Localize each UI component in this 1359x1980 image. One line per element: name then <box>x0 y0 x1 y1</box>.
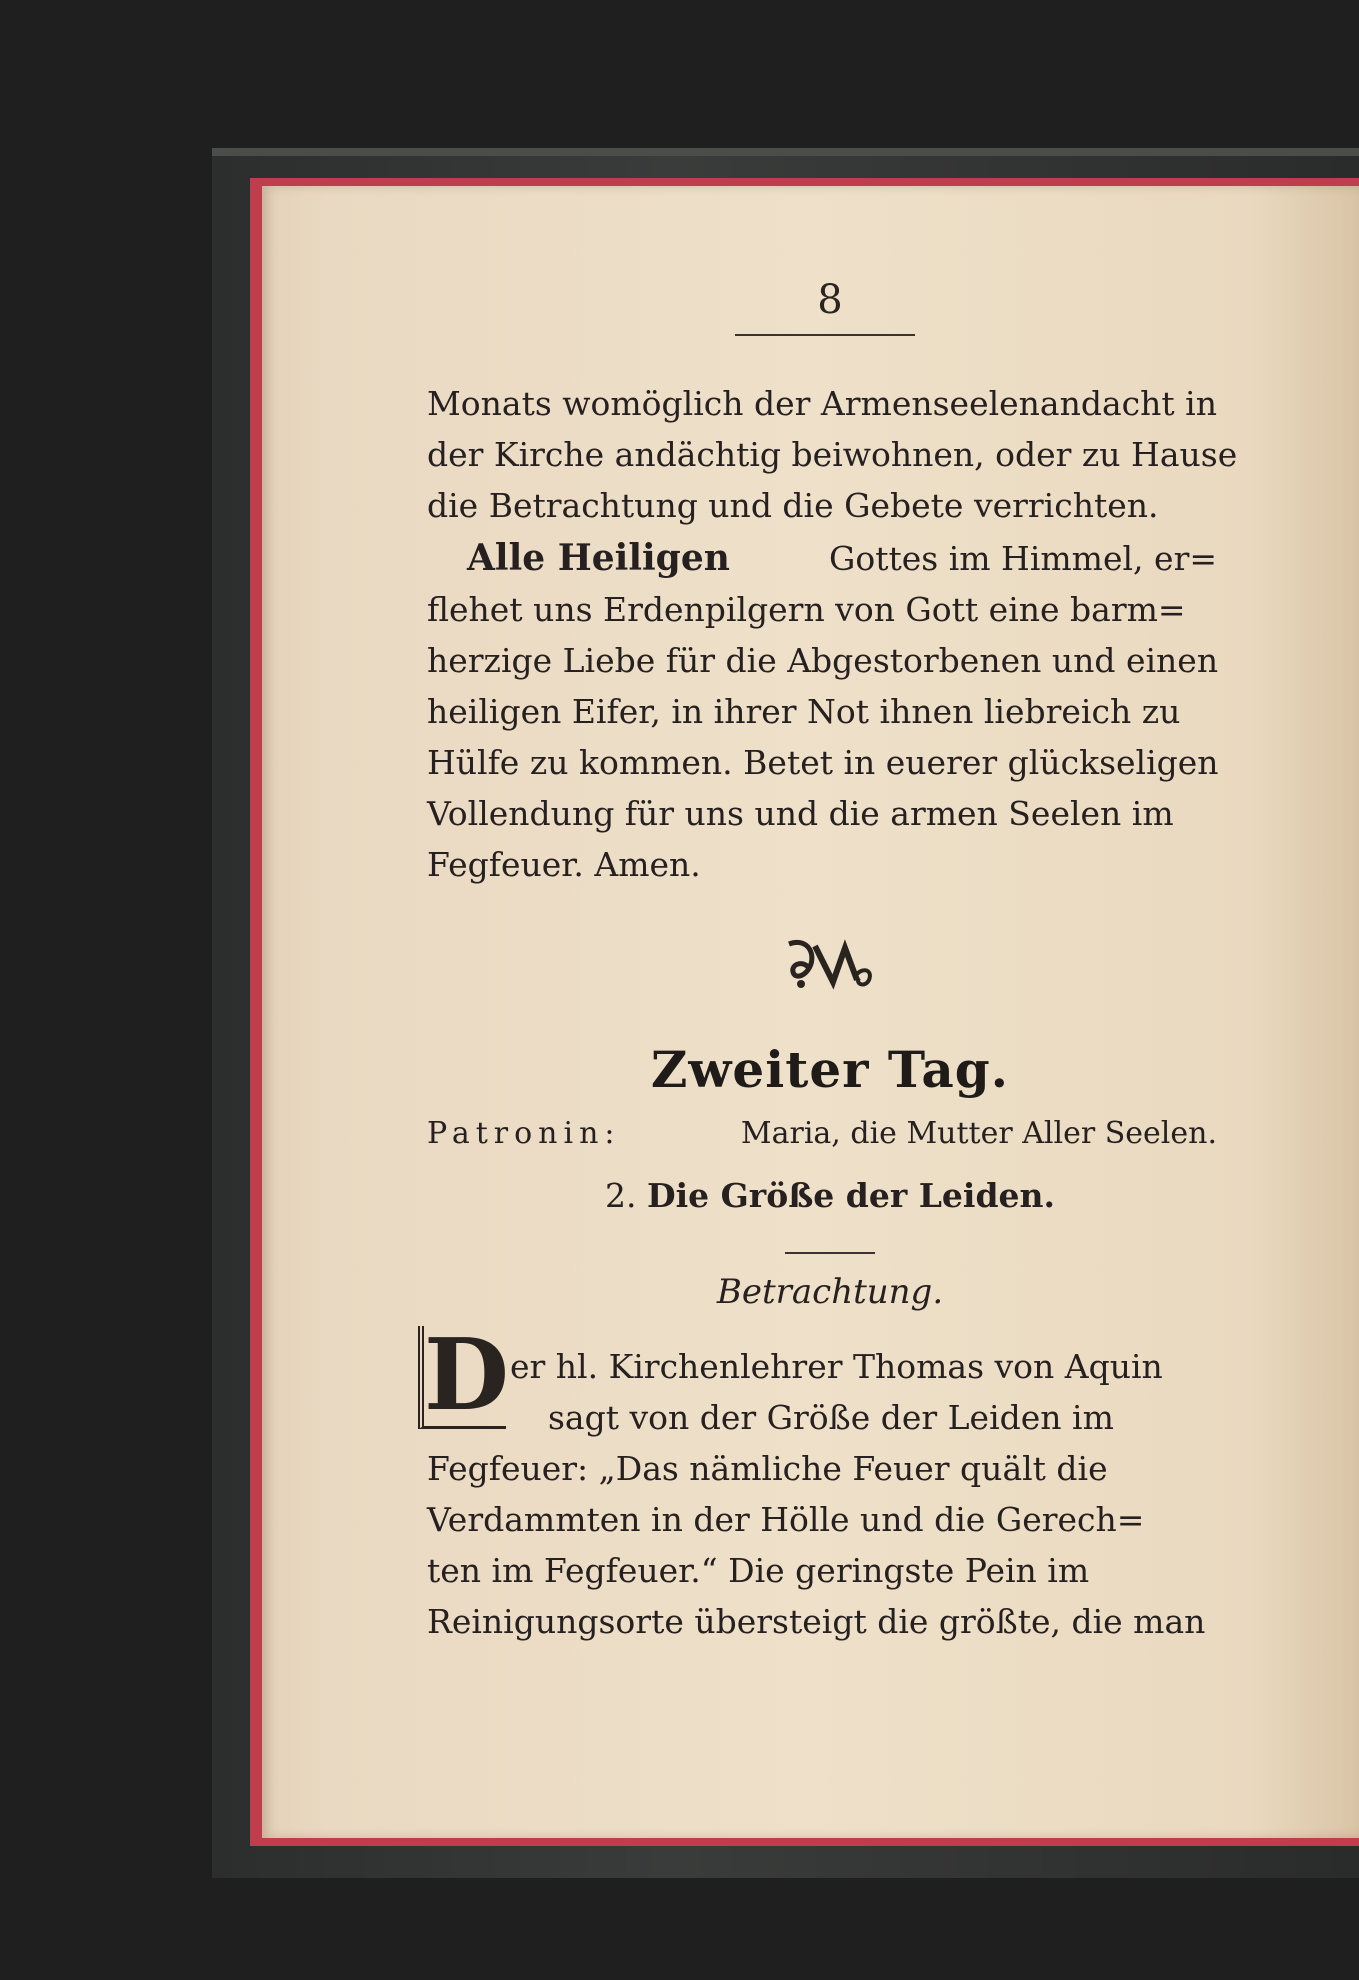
text-line-rest: Gottes im Himmel, er= <box>829 539 1217 578</box>
bold-lead: Alle Heiligen <box>467 537 730 579</box>
paragraph-2 <box>427 533 1217 890</box>
text-line: Reinigungsorte übersteigt die größte, die man <box>427 1602 1206 1641</box>
section-heading: Zweiter Tag. <box>650 1040 1010 1099</box>
paragraph-3 <box>427 1443 1217 1647</box>
ornament-icon <box>785 936 875 990</box>
paragraph-1 <box>427 378 1238 531</box>
text-line: Hülfe zu kommen. Betet in euerer glückseligen <box>427 743 1219 782</box>
betrachtung-heading: Betrachtung. <box>716 1272 944 1312</box>
text-line: Fegfeuer. Amen. <box>427 845 701 884</box>
text-line: der Kirche andächtig beiwohnen, oder zu Hause <box>427 435 1238 474</box>
patron-line <box>427 1116 1217 1166</box>
text-line: Vollendung für uns und die armen Seelen im <box>427 794 1174 833</box>
header-rule <box>735 334 915 336</box>
text-line: er hl. Kirchenlehrer Thomas von Aquin <box>510 1347 1163 1386</box>
text-line: Fegfeuer: „Das nämliche Feuer quält die <box>427 1449 1108 1488</box>
patron-text: Maria, die Mutter Aller Seelen. <box>740 1116 1217 1151</box>
text-line: flehet uns Erdenpilgern von Gott eine barm= <box>427 590 1186 629</box>
text-line: sagt von der Größe der Leiden im <box>548 1398 1114 1437</box>
subtitle-text: Die Größe der Leiden. <box>646 1176 1055 1215</box>
divider <box>785 1252 875 1254</box>
subtitle <box>560 1176 1100 1215</box>
text-line <box>427 533 1217 584</box>
patron-label: Patronin: <box>427 1116 621 1151</box>
paragraph-3-indented <box>510 1341 1217 1443</box>
text-line: heiligen Eifer, in ihrer Not ihnen liebreich zu <box>427 692 1181 731</box>
page-number: 8 <box>817 277 843 323</box>
subtitle-number: 2. <box>604 1176 637 1215</box>
text-line: Verdammten in der Hölle und die Gerech= <box>427 1500 1145 1539</box>
text-line: die Betrachtung und die Gebete verrichten. <box>427 486 1159 525</box>
drop-cap: D <box>418 1326 506 1429</box>
text-line: Monats womöglich der Armenseelenandacht in <box>427 384 1217 423</box>
text-line: herzige Liebe für die Abgestorbenen und einen <box>427 641 1219 680</box>
text-line: ten im Fegfeuer.“ Die geringste Pein im <box>427 1551 1090 1590</box>
